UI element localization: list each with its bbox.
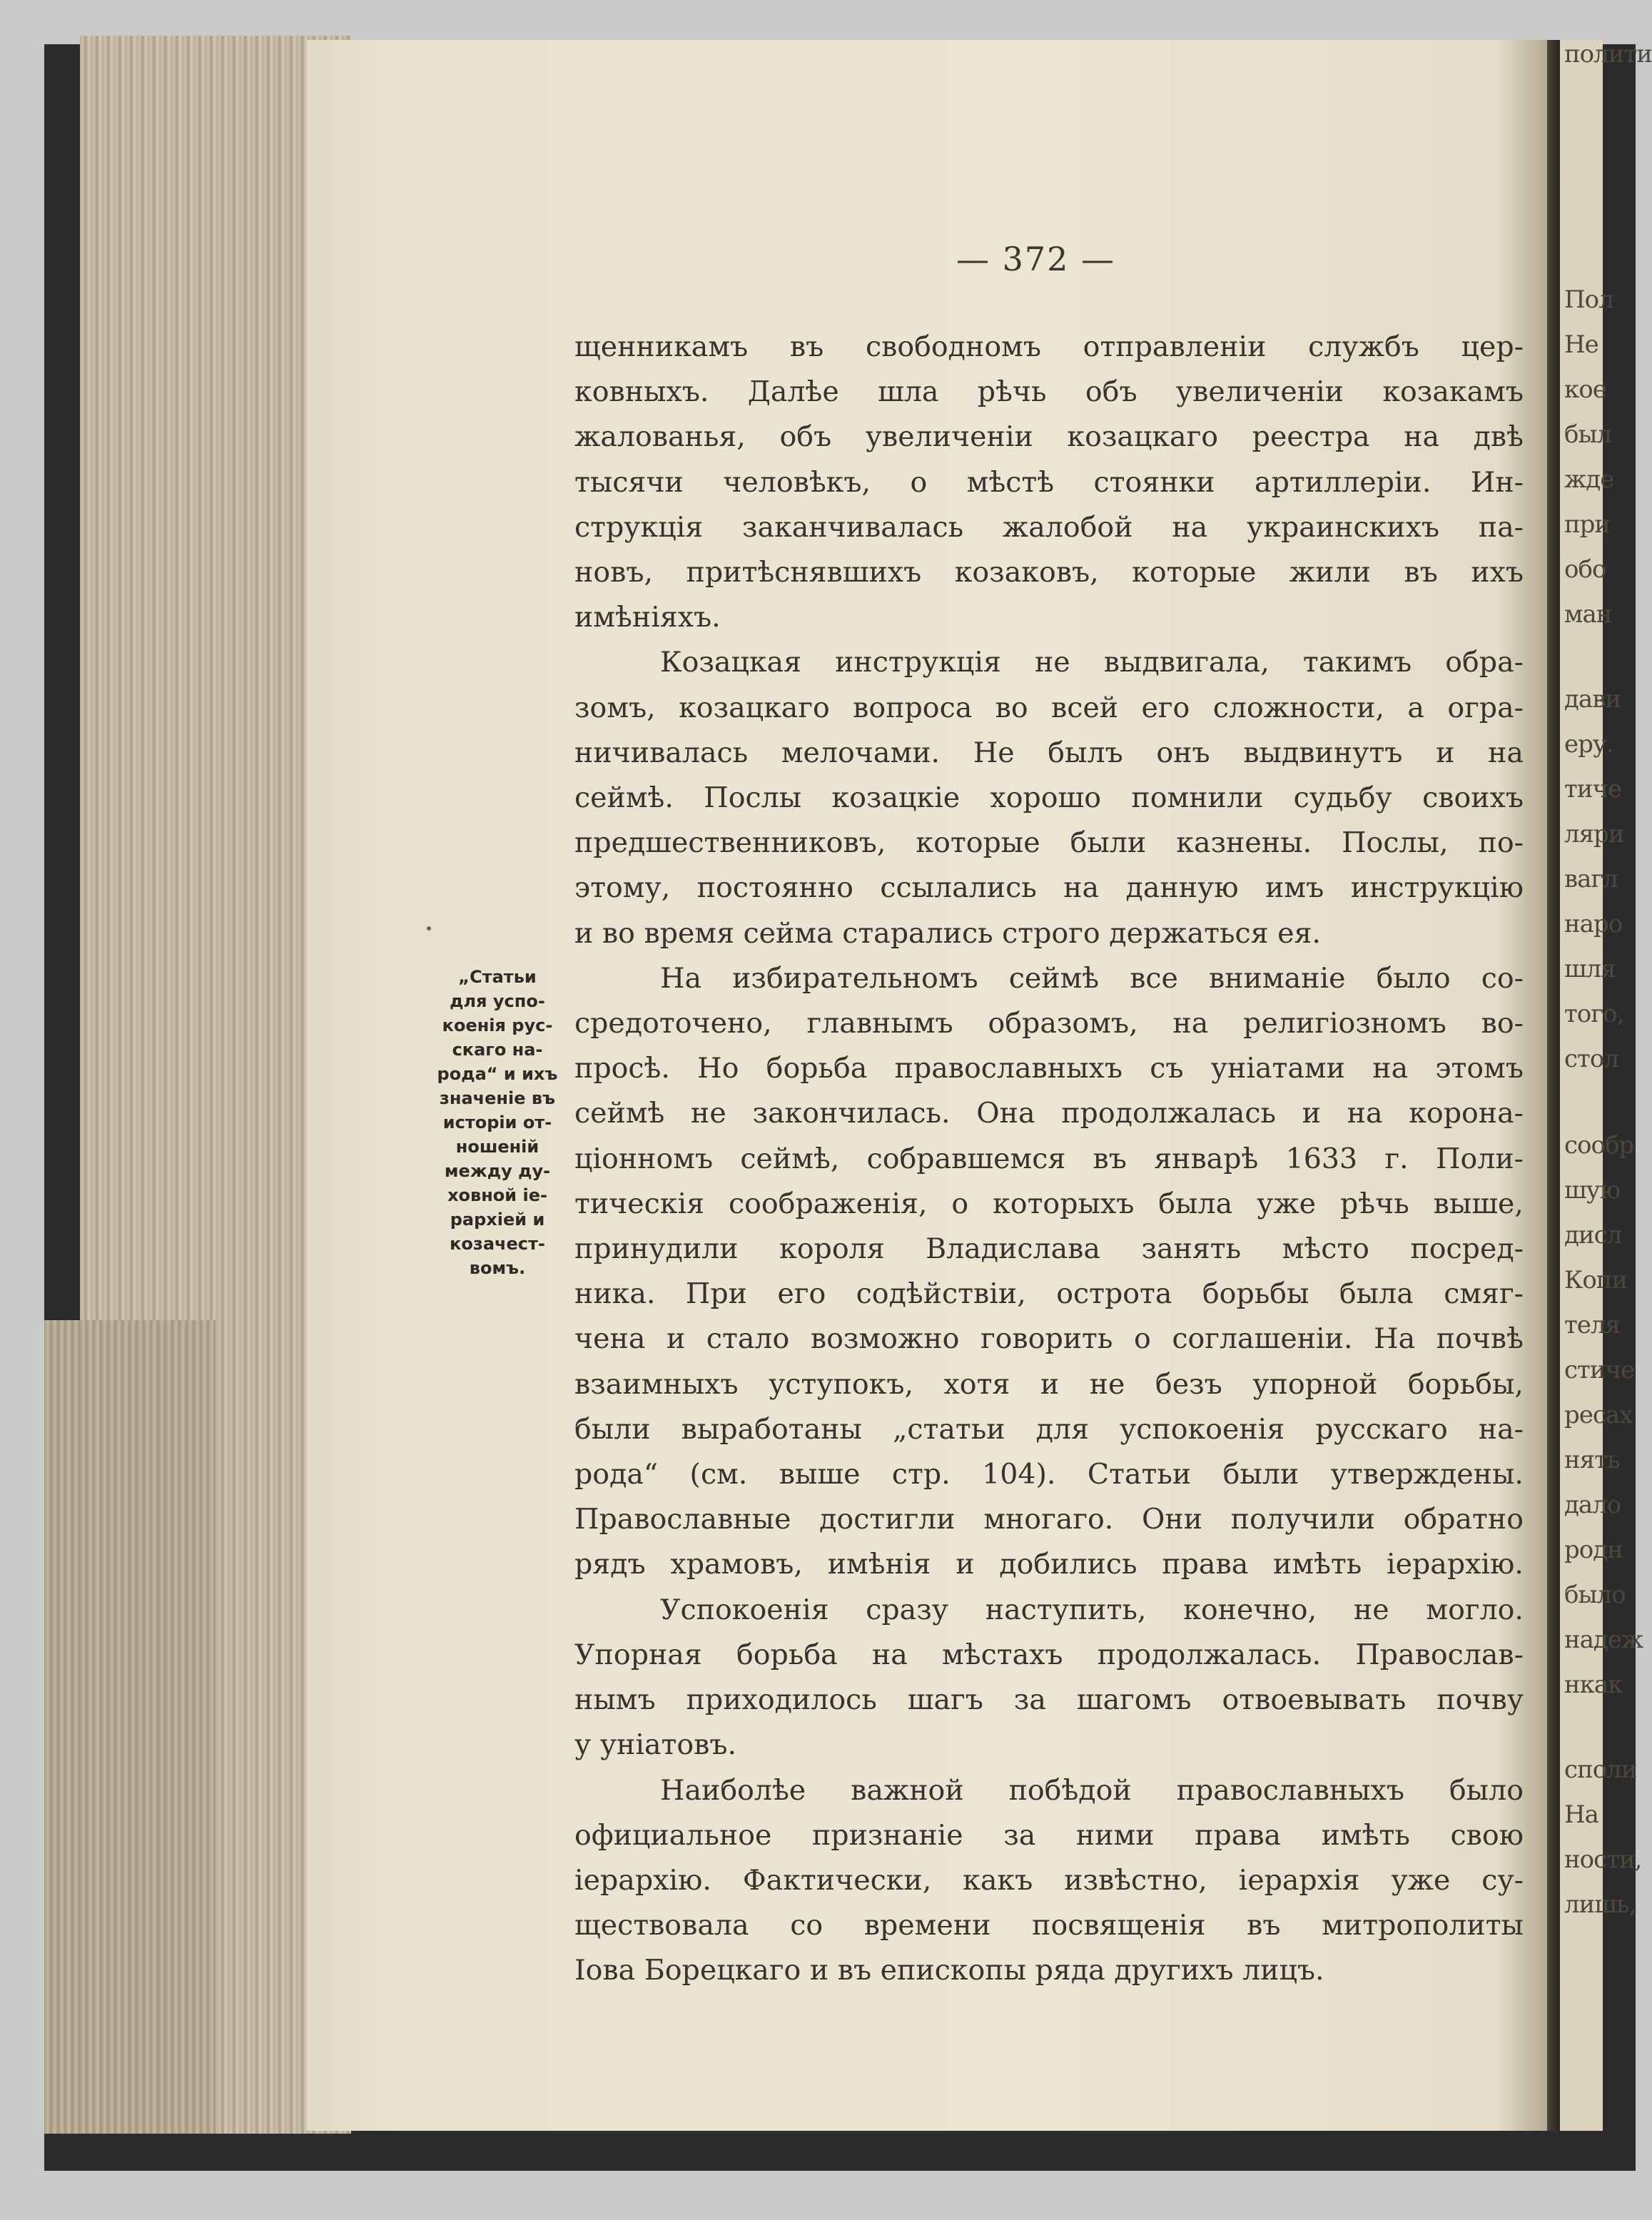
text-line: имѣніяхъ. bbox=[574, 601, 721, 634]
margin-note bbox=[425, 965, 569, 1280]
margin-note-line: „Статьи bbox=[458, 967, 537, 987]
facing-page-fragment: вагл bbox=[1564, 865, 1618, 893]
text-line: взаимныхъ уступокъ, хотя и не безъ упорной борьбы, bbox=[574, 1367, 1524, 1401]
facing-page-fragment: сообр bbox=[1564, 1131, 1634, 1160]
text-line: Козацкая инструкція не выдвигала, такимъ обра- bbox=[660, 646, 1524, 679]
text-line: ничивалась мелочами. Не былъ онъ выдвинутъ и на bbox=[574, 736, 1524, 769]
facing-page-fragment: споли bbox=[1564, 1755, 1637, 1784]
text-line: рядъ храмовъ, имѣнія и добились права имѣть іерархію. bbox=[574, 1548, 1524, 1581]
facing-page-fragment: надеж bbox=[1564, 1626, 1643, 1654]
margin-note-line: коенія рус- bbox=[442, 1015, 553, 1035]
text-line: просѣ. Но борьба православныхъ съ уніатами на этомъ bbox=[574, 1052, 1524, 1085]
page-edges-lower bbox=[44, 1320, 216, 2134]
margin-note-line: рархіей и bbox=[450, 1210, 545, 1230]
facing-page-fragment: полити bbox=[1564, 40, 1652, 69]
text-line: зомъ, козацкаго вопроса во всей его сложности, а огра- bbox=[574, 691, 1524, 724]
text-line: были выработаны „статьи для успокоенія русскаго на- bbox=[574, 1412, 1524, 1446]
text-line: ществовала со времени посвященія въ митрополиты bbox=[574, 1909, 1524, 1942]
facing-page-fragment: был bbox=[1564, 420, 1612, 449]
facing-page-fragment: ности, bbox=[1564, 1845, 1642, 1874]
text-line: принудили короля Владислава занять мѣсто посред- bbox=[574, 1232, 1524, 1266]
facing-page-fragment: того, bbox=[1564, 1000, 1624, 1028]
text-line: и во время сейма старались строго держаться ея. bbox=[574, 916, 1321, 950]
margin-note-line: скаго на- bbox=[452, 1040, 543, 1060]
facing-page-fragment: нкак bbox=[1564, 1671, 1623, 1699]
facing-page-fragment: тиче bbox=[1564, 775, 1622, 804]
facing-page-fragment: дало bbox=[1564, 1491, 1621, 1519]
text-line: рода“ (см. выше стр. 104). Статьи были утверждены. bbox=[574, 1458, 1524, 1491]
facing-page-fragment: шую bbox=[1564, 1176, 1621, 1205]
text-line: средоточено, главнымъ образомъ, на религіозномъ во- bbox=[574, 1007, 1524, 1040]
facing-page-fragment: родн bbox=[1564, 1536, 1623, 1564]
facing-page-fragment: дави bbox=[1564, 685, 1621, 714]
body-text bbox=[574, 325, 1524, 1994]
text-line: этому, постоянно ссылались на данную имъ инструкцію bbox=[574, 871, 1524, 905]
facing-page-fragment: ляри bbox=[1564, 820, 1624, 848]
facing-page-fragment: На bbox=[1564, 1800, 1598, 1829]
facing-page-fragment: шля bbox=[1564, 955, 1616, 983]
facing-page-fragment: стиче bbox=[1564, 1356, 1635, 1384]
facing-page-fragment: дисл bbox=[1564, 1221, 1622, 1250]
text-line: Успокоенія сразу наступить, конечно, не могло. bbox=[660, 1593, 1524, 1626]
margin-note-line: вомъ. bbox=[469, 1258, 526, 1278]
facing-page-fragment: обо bbox=[1564, 555, 1606, 584]
facing-page-fragment: наро bbox=[1564, 910, 1623, 938]
margin-note-line: ношеній bbox=[455, 1137, 539, 1157]
text-line: щенникамъ въ свободномъ отправленіи службъ цер- bbox=[574, 330, 1524, 363]
text-line: ціонномъ сеймѣ, собравшемся въ январѣ 1633 г. Поли- bbox=[574, 1142, 1524, 1175]
page-number: — 372 — bbox=[956, 240, 1116, 278]
text-line: ковныхъ. Далѣе шла рѣчь объ увеличеніи козакамъ bbox=[574, 375, 1524, 409]
margin-note-line: исторіи от- bbox=[442, 1112, 552, 1132]
facing-page-fragment: теля bbox=[1564, 1311, 1620, 1339]
text-line: іерархію. Фактически, какъ извѣстно, іерархія уже су- bbox=[574, 1863, 1524, 1897]
text-line: ника. При его содѣйствіи, острота борьбы была смяг- bbox=[574, 1277, 1524, 1311]
text-line: сеймѣ не закончилась. Она продолжалась и на корона- bbox=[574, 1097, 1524, 1130]
margin-note-line: ховной іе- bbox=[447, 1185, 547, 1205]
facing-page-fragment: ресах bbox=[1564, 1401, 1633, 1429]
text-line: новъ, притѣснявшихъ козаковъ, которые жили въ ихъ bbox=[574, 556, 1524, 589]
facing-page-fragment: Копи bbox=[1564, 1266, 1628, 1294]
facing-page-fragment: кое bbox=[1564, 375, 1606, 404]
margin-note-line: значеніе въ bbox=[439, 1088, 556, 1108]
text-line: у уніатовъ. bbox=[574, 1728, 737, 1762]
margin-note-line: козачест- bbox=[450, 1234, 545, 1254]
text-line: Наиболѣе важной побѣдой православныхъ было bbox=[660, 1773, 1524, 1807]
text-line: тическія соображенія, о которыхъ была уже рѣчь выше, bbox=[574, 1187, 1524, 1220]
text-line: Іова Борецкаго и въ епископы ряда другихъ лицъ. bbox=[574, 1954, 1324, 1987]
facing-page-fragment: Пол bbox=[1564, 285, 1613, 314]
facing-page-fragment: нять bbox=[1564, 1446, 1620, 1474]
text-line: официальное признаніе за ними права имѣть свою bbox=[574, 1818, 1524, 1852]
text-line: предшественниковъ, которые были казнены. Послы, по- bbox=[574, 826, 1524, 860]
text-line: Упорная борьба на мѣстахъ продолжалась. Православ- bbox=[574, 1638, 1524, 1671]
text-line: Православные достигли многаго. Они получили обратно bbox=[574, 1503, 1524, 1536]
facing-page-fragment: стол bbox=[1564, 1045, 1618, 1073]
ink-spot bbox=[427, 926, 431, 931]
margin-note-line: между ду- bbox=[444, 1161, 551, 1181]
text-line: нымъ приходилось шагъ за шагомъ отвоевывать почву bbox=[574, 1683, 1524, 1717]
margin-note-line: рода“ и ихъ bbox=[437, 1064, 558, 1084]
facing-page-edge bbox=[1560, 40, 1652, 2131]
text-line: струкція заканчивалась жалобой на украинскихъ па- bbox=[574, 510, 1524, 544]
facing-page-fragment: ман bbox=[1564, 600, 1612, 629]
text-line: сеймѣ. Послы козацкіе хорошо помнили судьбу своихъ bbox=[574, 781, 1524, 815]
text-line: тысячи человѣкъ, о мѣстѣ стоянки артиллеріи. Ин- bbox=[574, 465, 1524, 499]
text-line: чена и стало возможно говорить о соглашеніи. На почвѣ bbox=[574, 1322, 1524, 1356]
facing-page-fragment: Не bbox=[1564, 330, 1598, 359]
text-line: жалованья, объ увеличеніи козацкаго реестра на двѣ bbox=[574, 420, 1524, 454]
facing-page-fragment: еру. bbox=[1564, 730, 1613, 759]
text-line: На избирательномъ сеймѣ все вниманіе было со- bbox=[660, 961, 1524, 995]
facing-page-fragment: было bbox=[1564, 1581, 1626, 1609]
margin-note-line: для успо- bbox=[450, 991, 545, 1011]
facing-page-fragment: при bbox=[1564, 510, 1611, 539]
facing-page-fragment: жде bbox=[1564, 465, 1614, 494]
facing-page-fragment: лишь, bbox=[1564, 1890, 1636, 1919]
